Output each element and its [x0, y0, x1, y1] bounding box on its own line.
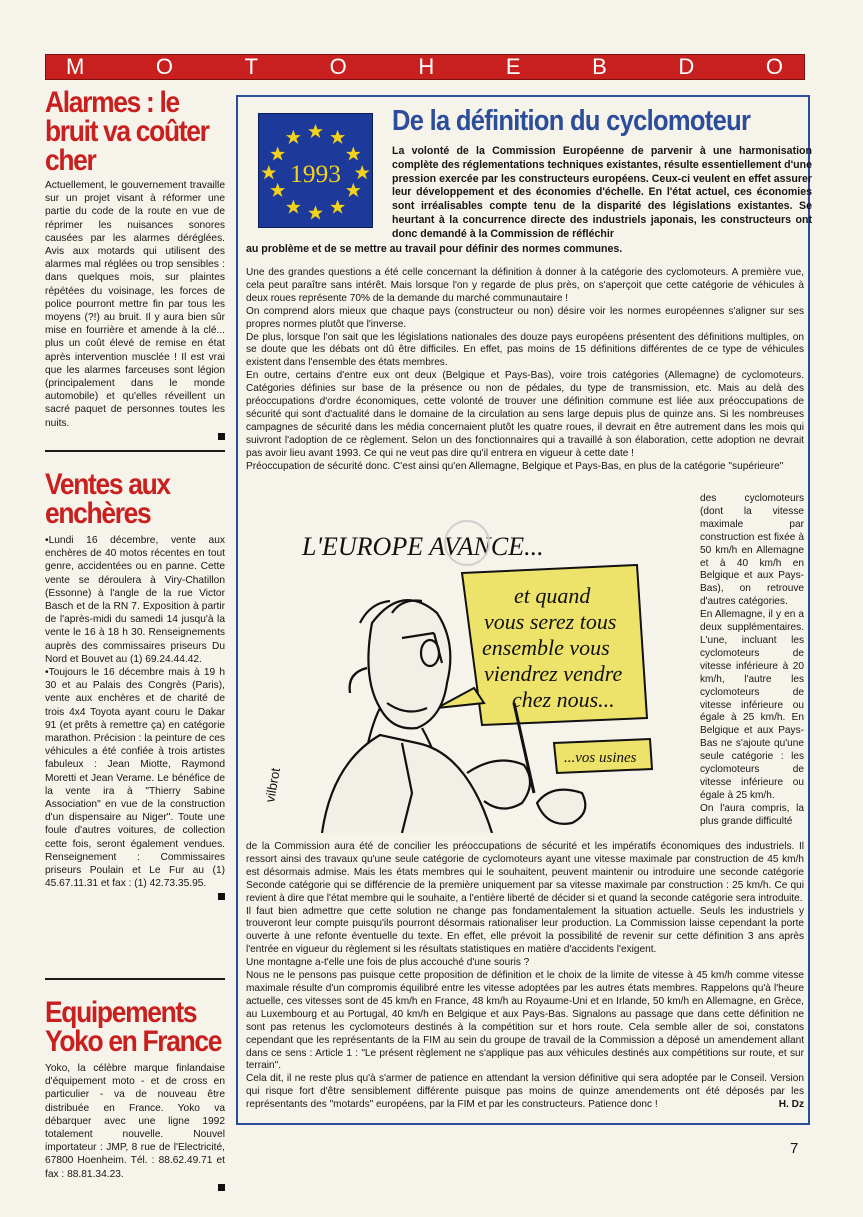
article-paragraph: Préoccupation de sécurité donc. C'est ainsi qu'en Allemagne, Belgique et Pays-Bas, en plus de la catégorie "supérieure"	[246, 460, 784, 472]
article-side-column	[700, 493, 804, 829]
article-paragraph	[246, 1073, 804, 1112]
end-mark	[218, 1184, 225, 1191]
sidebar-title: Ventes aux enchères	[45, 468, 170, 530]
banner-letter: O	[765, 54, 784, 79]
sidebar-title: Equipements Yoko en France	[45, 996, 222, 1058]
article-body-top	[246, 267, 804, 474]
article-intro-end: au problème et de se mettre au travail pour définir des normes communes.	[246, 243, 623, 255]
sidebar-section-ventes	[45, 470, 225, 980]
sidebar-paragraph: •Lundi 16 décembre, vente aux enchères de 40 motos récentes en tout genre, accidentées ou en panne. Cette vente se déroulera à Viry-Chatillon (Essonne) à l'angle de la rue Victor Basch et de la RN 7. Exposition à partir de l'après-midi du samedi 14 jusqu'à la vente le 16 à 18 h 30. Renseignements auprès des commissaires priseurs Du Nord et Bouvet au (1) 69.24.44.42.	[45, 535, 225, 665]
eu-flag-icon	[259, 114, 372, 227]
end-mark	[218, 893, 225, 900]
article-paragraph: De plus, lorsque l'on sait que les législations nationales des douze pays européens présentent des définitions multiples, on se doute que les débats ont dû être difficiles. En effet, pas moins de 15 définitions différentes de ce type de véhicules existent dans l'ensemble des états membres.	[246, 331, 804, 369]
sidebar-paragraph: Yoko, la célèbre marque finlandaise d'équipement moto - et de cross en particulier - va de nouveau être distribuée en France. Yoko va débarquer avec une ligne 1992 totalement nouvelle. Nouvel importateur : JMP, 8 rue de l'Electricité, 67800 Hoenheim. Tél. : 88.62.49.71 et fax : 88.81.34.23.	[45, 1063, 225, 1180]
main-article-frame	[236, 95, 810, 1125]
banner-letter: D	[678, 54, 696, 79]
sidebar-paragraph: Actuellement, le gouvernement travaille sur un projet visant à réformer une partie du code de la route en vue de réprimer les nuisances sonores causées par les alarmes déréglées. Avis aux motards qui utilisent des alarmes mal réglées ou trop sensibles : dans quelques mois, sur plaintes répétées du voisinage, les forces de police pourront mettre fin par tous les moyens (?!) au bruit. Il y aura bien sûr mise en fourrière et amende à la clé... plus un coût élevé de remise en état après intervention musclée ! Il est vrai que les alarmes farceuses sont légion (principalement dans le monde automobile) et qu'elles réveillent un sacré paquet de personnes toutes les nuits.	[45, 180, 225, 429]
news-sidebar	[45, 88, 225, 1191]
article-paragraph: des cyclomoteurs (dont la vitesse maximale par construction est fixée à 50 km/h en Allemagne et à 40 km/h en Belgique et aux Pays-Bas), on retrouve d'autres catégories.	[700, 493, 804, 608]
article-paragraph: Nous ne le pensons pas puisque cette proposition de définition et le choix de la limite de vitesse à 45 km/h comme vitesse maximale résulte d'un compromis équilibré entre les vitesse adoptées par les autres états membres. Rappelons qu'à l'heure actuelle, ces vitesses sont de 45 km/h en France, 48 km/h au Royaume-Uni et en Irlande, 50 km/h en Allemagne, en Grèce, au Luxembourg et au Portugal, 40 km/h en Belgique et aux Pays-Bas. Signalons au passage que dans cette définition ne sont pas retenus les cyclomoteurs destinés à la compétition sur et hors route. Cela semble aller de soi, constatons cependant que les représentants de la FIM au sein du groupe de travail de la Commission a déposé un amendement allant dans ce sens : Article 1 : "Le présent règlement ne s'applique pas aux véhicules destinés aux compétitions sur route, et sur terrain".	[246, 970, 804, 1072]
article-paragraph: On l'aura compris, la plus grande difficulté	[700, 802, 804, 827]
sidebar-text	[45, 534, 225, 890]
page-number: 7	[790, 1140, 799, 1157]
sidebar-paragraph: •Toujours le 16 décembre mais à 19 h 30 et au Palais des Congrès (Paris), vente aux enchères et de charité de trois 4x4 Toyota ayant couru le Dakar 91 (et prêts à remettre ça) en catégorie marathon. Précision : la peinture de ces véhicules a été confiée à trois artistes fabuleux : Jean Miotte, Raymond Moretti et Jean Verame. Le bénéfice de la vente ira à "Thierry Sabine Association" en vue de la construction d'un dispensaire au Niger". Toute une foule d'autres voitures, de collection cette fois, seront également vendues. Renseignement : Commissaires priseurs Poulain et Le Fur au (1) 45.67.11.31 et fax : (1) 42.73.35.95.	[45, 667, 225, 890]
banner-letter: H	[418, 54, 436, 79]
article-paragraph: Il faut bien admettre que cette solution ne change pas fondamentalement la situation actuelle. Seuls les industriels y trouveront leur compte puisqu'ils pourront désormais rationaliser leur production. La Commission laisse cependant la porte ouverte à une refonte éventuelle du texte. En effet, elle prévoit la possibilité de revenir sur cette définition 3 ans après l'entrée en vigueur du règlement si les résultats statistiques en matière d'accidents l'exigent.	[246, 905, 804, 956]
flag-year: 1993	[289, 158, 342, 188]
banner-letter: B	[592, 54, 608, 79]
end-mark	[218, 433, 225, 440]
author-signature: H. Dz	[778, 1099, 804, 1111]
cartoon-caption: L'EUROPE AVANCE...	[302, 532, 544, 561]
speech-bubble-small-text: ...vos usines	[564, 750, 637, 766]
banner-letter: T	[244, 54, 260, 79]
sidebar-text	[45, 1062, 225, 1181]
banner-letter: M	[66, 54, 86, 79]
eu-flag-1993	[258, 113, 373, 228]
banner-letter: O	[329, 54, 348, 79]
article-paragraph: En Allemagne, il y en a deux supplémentaires. L'une, incluant les cyclomoteurs de vitesse inférieure à 20 km/h, l'autre les cyclomoteurs de vitesse inférieure ou égale à 25 km/h. En Belgique et aux Pays-Bas ne s'ajoute qu'une seule catégorie : les cyclomoteurs de vitesse inférieure ou égale à 25 km/h.	[700, 609, 804, 801]
sidebar-text	[45, 179, 225, 430]
article-paragraph: Une montagne a-t'elle une fois de plus accouché d'une souris ?	[246, 957, 530, 969]
article-paragraph: Une des grandes questions a été celle concernant la définition à donner à la catégorie des cyclomoteurs. A première vue, cela peut paraître sans intérêt. Mais lorsque l'on y regarde de plus près, on s'aperçoit que cette catégorie de véhicules à deux roues représente 70% de la demande du marché communautaire !	[246, 267, 804, 304]
article-intro: La volonté de la Commission Européenne de parvenir à une harmonisation complète des réglementations techniques existantes, résulte essentiellement d'une pression exercée par les constructeurs européens. Ceux-ci veulent en effet assurer leur développement et des économies d'échelle. En l'état actuel, ces économies sont irréalisables compte tenu de la disparité des législations existantes. Se heurtant à la concurrence directe des industriels japonais, les constructeurs ont donc demandé à la Commission de réfléchir	[392, 145, 812, 240]
cartoonist-signature: vilbrot	[262, 766, 283, 804]
cartoon-illustration	[252, 503, 682, 833]
banner-letter: E	[505, 54, 522, 79]
article-paragraph: En outre, certains d'entre eux ont deux (Belgique et Pays-Bas), voire trois catégories (Allemagne) de cyclomoteurs. Catégories définies sur base de la présence ou non de pédales, du type de transmission, etc. Mais au delà des préoccupations d'ordre économiques, cette volonté de trouver une définition commune est liée aux préoccupations de sécurité qui sont d'actualité dans le domaine de la circulation au sens large depuis plus de quinze ans. Si les nombreuses campagnes de sécurité dans les média concernaient plutôt les quatre roues, il devrait en être autrement dans les mois qui suivront l'adoption de ce règlement. Selon un des fonctionnaires qui a travaillé à son élaboration, cette adoption ne devrait pas avoir lieu avant 1993. Ce qui ne veut pas dire qu'il entrera en vigueur à cette date !	[246, 370, 804, 459]
article-closing: Cela dit, il ne reste plus qu'à s'armer de patience en attendant la version définitive qui sera adoptée par le Conseil. Version qui risque fort d'être sensiblement différente puisque pas moins de quinze amendements ont été déposés par les représentants des "motards" européens, par la FIM et par les constructeurs. Patience donc !	[246, 1073, 804, 1111]
sidebar-section-alarmes	[45, 88, 225, 452]
cartoon-drawing	[252, 503, 682, 833]
article-paragraph: On comprend alors mieux que chaque pays (constructeur ou non) désire voir les normes européennes s'aligner sur ses propres normes plutôt que l'inverse.	[246, 305, 804, 330]
motohebdo-banner	[45, 54, 805, 80]
article-body-bottom	[246, 841, 804, 1112]
article-headline: De la définition du cyclomoteur	[392, 105, 751, 137]
sidebar-section-yoko	[45, 998, 225, 1189]
banner-letter: O	[155, 54, 175, 79]
sidebar-title: Alarmes : le bruit va coûter cher	[45, 86, 209, 177]
speech-bubble-text: et quand vous serez tous ensemble vous viendrez vendre chez nous...	[482, 583, 623, 712]
article-paragraph: de la Commission aura été de concilier les préoccupations de sécurité et les impératifs économiques des industriels. Il ressort ainsi des travaux qu'une seule catégorie de cyclomoteurs ayant une vitesse maximale par construction de 45 km/h est désormais admise. Mais les états membres qui le souhaitent, peuvent maintenir ou introduire une seconde catégorie Seconde catégorie qui se différencie de la première uniquement par sa vitesse maximale par construction : 25 km/h. Ce qui revient à dire que l'état membre qui le souhaite, a l'entière liberté de décider si et quand la seconde catégorie sera introduite.	[246, 841, 804, 904]
